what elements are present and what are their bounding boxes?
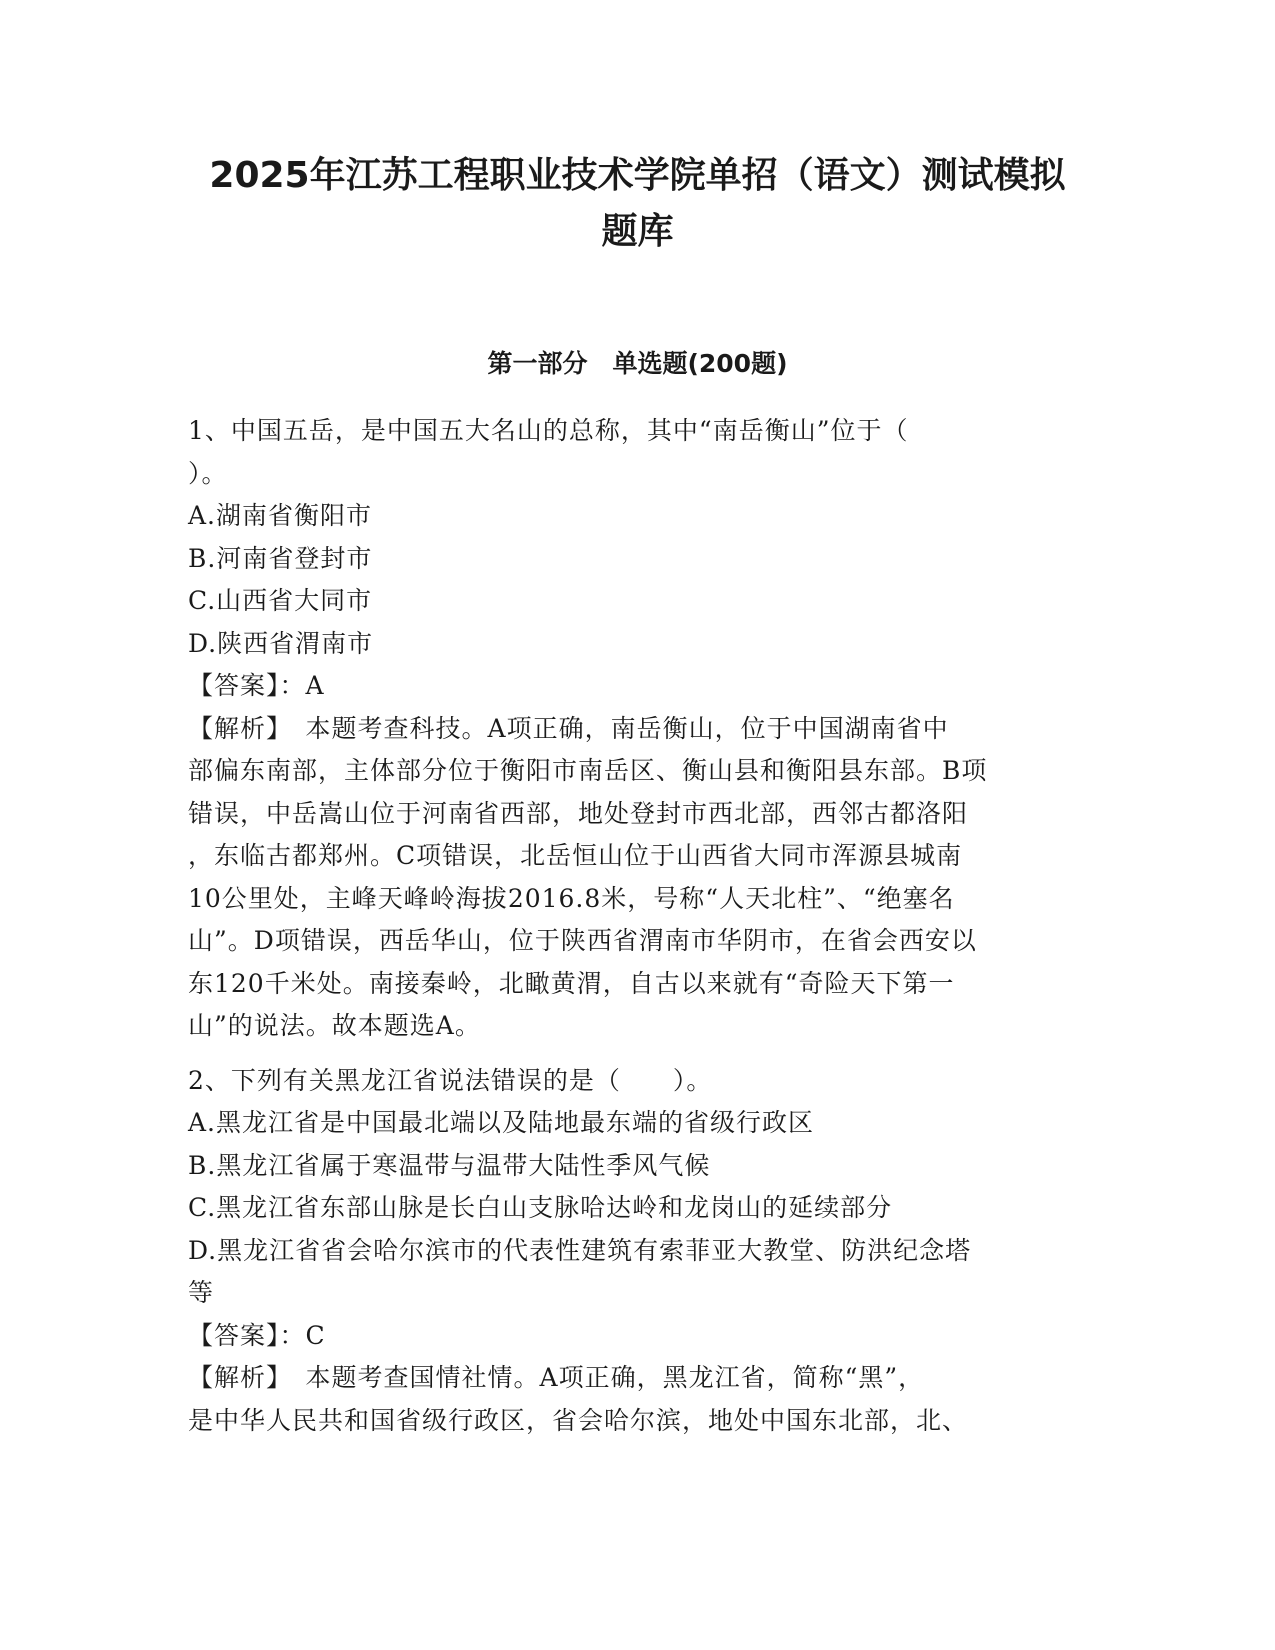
question-list — [188, 410, 1088, 1442]
analysis-line: 是中华人民共和国省级行政区，省会哈尔滨，地处中国东北部，北、 — [188, 1405, 969, 1435]
question-1 — [188, 410, 1088, 1048]
analysis-line: 山”。D项错误，西岳华山，位于陕西省渭南市华阴市，在省会西安以 — [188, 926, 977, 955]
analysis-line: 错误，中岳嵩山位于河南省西部，地处登封市西北部，西邻古都洛阳 — [188, 798, 969, 828]
answer-label: 【答案】： — [188, 1320, 306, 1350]
option-b: B.黑龙江省属于寒温带与温带大陆性季风气候 — [188, 1150, 711, 1180]
question-2 — [188, 1060, 1088, 1443]
question-stem-line: 1、中国五岳，是中国五大名山的总称，其中“南岳衡山”位于（ — [188, 416, 909, 445]
analysis-line — [188, 708, 1088, 751]
option-c: C.山西省大同市 — [188, 586, 373, 615]
title-line-1: 2025年江苏工程职业技术学院单招（语文）测试模拟 — [209, 155, 1066, 196]
option-b: B.河南省登封市 — [188, 543, 373, 573]
analysis-line: 10公里处，主峰天峰岭海拔2016.8米，号称“人天北柱”、“绝塞名 — [188, 883, 955, 913]
analysis-label: 【解析】 — [188, 713, 280, 743]
answer-label: 【答案】： — [188, 671, 306, 700]
analysis-line: 部偏东南部，主体部分位于衡阳市南岳区、衡山县和衡阳县东部。B项 — [188, 756, 988, 785]
question-stem-line: 2、下列有关黑龙江省说法错误的是（ ）。 — [188, 1065, 713, 1095]
option-a: A.湖南省衡阳市 — [188, 501, 373, 530]
option-a: A.黑龙江省是中国最北端以及陆地最东端的省级行政区 — [188, 1108, 815, 1137]
analysis-line: ，东临古都郑州。C项错误，北岳恒山位于山西省大同市浑源县城南 — [188, 841, 963, 870]
option-c: C.黑龙江省东部山脉是长白山支脉哈达岭和龙岗山的延续部分 — [188, 1193, 893, 1222]
analysis-line: 山”的说法。故本题选A。 — [188, 1011, 481, 1040]
document-title — [150, 148, 1125, 260]
title-line-2: 题库 — [601, 211, 674, 252]
answer-line — [188, 665, 1088, 708]
analysis-text: 本题考查科技。A项正确，南岳衡山，位于中国湖南省中 — [279, 713, 949, 743]
option-d: D.黑龙江省省会哈尔滨市的代表性建筑有索菲亚大教堂、防洪纪念塔 — [188, 1235, 972, 1265]
option-d: D.陕西省渭南市 — [188, 628, 374, 658]
section-heading: 第一部分 单选题(200题) — [487, 349, 788, 378]
answer-value: C — [305, 1320, 326, 1350]
question-stem-line: ）。 — [188, 458, 228, 488]
analysis-line — [188, 1357, 1088, 1400]
question-spacer — [188, 1048, 1088, 1060]
analysis-line: 东120千米处。南接秦岭，北瞰黄渭，自古以来就有“奇险天下第一 — [188, 968, 955, 998]
answer-line — [188, 1315, 1088, 1358]
option-d-continued: 等 — [188, 1278, 215, 1307]
analysis-text: 本题考查国情社情。A项正确，黑龙江省，简称“黑”， — [279, 1363, 925, 1392]
analysis-label: 【解析】 — [188, 1363, 280, 1392]
answer-value: A — [305, 671, 325, 700]
